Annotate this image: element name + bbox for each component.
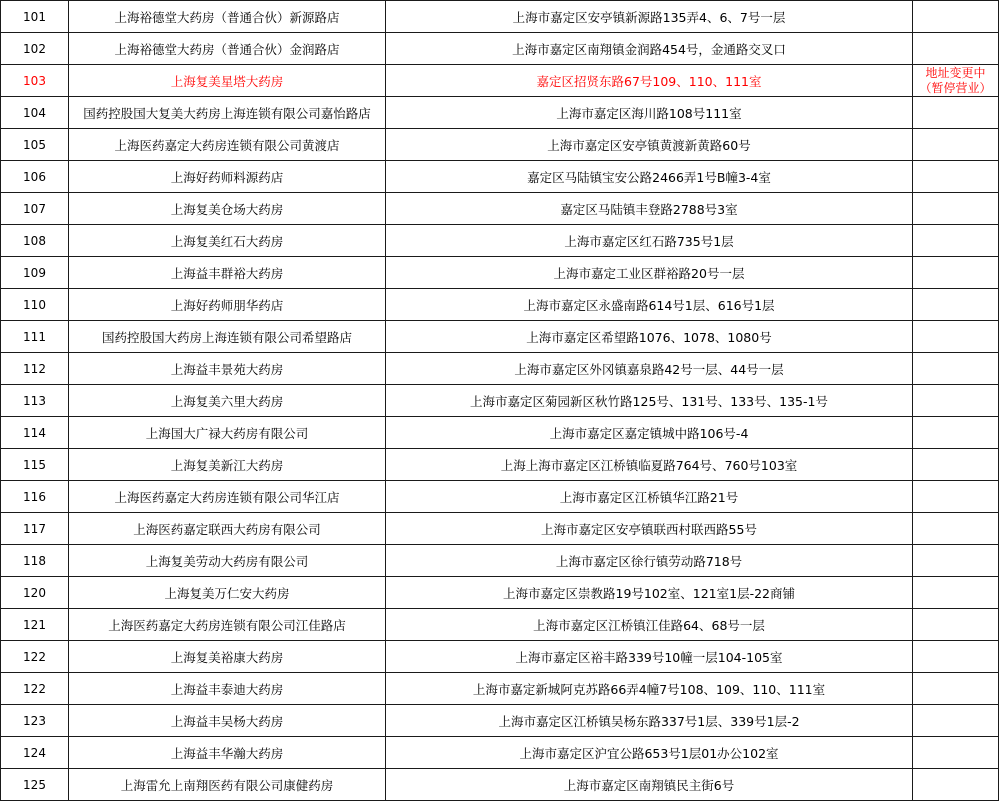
remark	[913, 513, 999, 545]
row-number: 109	[1, 257, 69, 289]
row-number: 116	[1, 481, 69, 513]
pharmacy-name: 上海复美仓场大药房	[69, 193, 386, 225]
pharmacy-name: 上海医药嘉定大药房连锁有限公司黄渡店	[69, 129, 386, 161]
table-row	[1, 481, 999, 513]
pharmacy-address: 上海市嘉定区嘉定镇城中路106号-4	[386, 417, 913, 449]
remark	[913, 353, 999, 385]
pharmacy-address: 上海市嘉定区永盛南路614号1层、616号1层	[386, 289, 913, 321]
pharmacy-name: 国药控股国大复美大药房上海连锁有限公司嘉怡路店	[69, 97, 386, 129]
remark	[913, 577, 999, 609]
table-row	[1, 545, 999, 577]
table-row	[1, 33, 999, 65]
remark	[913, 257, 999, 289]
pharmacy-name: 上海好药师料源药店	[69, 161, 386, 193]
row-number: 101	[1, 1, 69, 33]
pharmacy-name: 上海复美劳动大药房有限公司	[69, 545, 386, 577]
table-row	[1, 65, 999, 97]
remark	[913, 321, 999, 353]
table-row	[1, 289, 999, 321]
pharmacy-address: 上海市嘉定区崇教路19号102室、121室1层-22商铺	[386, 577, 913, 609]
remark	[913, 129, 999, 161]
pharmacy-name: 上海益丰景苑大药房	[69, 353, 386, 385]
remark	[913, 33, 999, 65]
pharmacy-address: 上海市嘉定新城阿克苏路66弄4幢7号108、109、110、111室	[386, 673, 913, 705]
remark	[913, 449, 999, 481]
table-row	[1, 513, 999, 545]
table-row	[1, 609, 999, 641]
row-number: 107	[1, 193, 69, 225]
pharmacy-address: 上海市嘉定区安亭镇联西村联西路55号	[386, 513, 913, 545]
row-number: 112	[1, 353, 69, 385]
pharmacy-address: 上海市嘉定区徐行镇劳动路718号	[386, 545, 913, 577]
row-number: 123	[1, 705, 69, 737]
pharmacy-address: 上海市嘉定区外冈镇嘉泉路42号一层、44号一层	[386, 353, 913, 385]
pharmacy-address: 上海市嘉定区希望路1076、1078、1080号	[386, 321, 913, 353]
pharmacy-address: 上海市嘉定区菊园新区秋竹路125号、131号、133号、135-1号	[386, 385, 913, 417]
remark	[913, 673, 999, 705]
pharmacy-name: 上海医药嘉定联西大药房有限公司	[69, 513, 386, 545]
remark	[913, 641, 999, 673]
pharmacy-name: 上海复美红石大药房	[69, 225, 386, 257]
row-number: 122	[1, 641, 69, 673]
remark	[913, 385, 999, 417]
row-number: 117	[1, 513, 69, 545]
table-row	[1, 353, 999, 385]
pharmacy-name: 上海复美六里大药房	[69, 385, 386, 417]
table-row	[1, 1, 999, 33]
pharmacy-address: 上海市嘉定区江桥镇华江路21号	[386, 481, 913, 513]
table-body	[1, 1, 999, 801]
pharmacy-address: 上海市嘉定区安亭镇新源路135弄4、6、7号一层	[386, 1, 913, 33]
remark	[913, 769, 999, 801]
remark	[913, 481, 999, 513]
table-row	[1, 193, 999, 225]
table-row	[1, 673, 999, 705]
remark	[913, 193, 999, 225]
row-number: 111	[1, 321, 69, 353]
table-row	[1, 97, 999, 129]
table-row	[1, 449, 999, 481]
table-row	[1, 225, 999, 257]
row-number: 118	[1, 545, 69, 577]
table-row	[1, 737, 999, 769]
pharmacy-name: 上海雷允上南翔医药有限公司康健药房	[69, 769, 386, 801]
pharmacy-name: 上海好药师朋华药店	[69, 289, 386, 321]
remark	[913, 609, 999, 641]
row-number: 105	[1, 129, 69, 161]
row-number: 121	[1, 609, 69, 641]
remark	[913, 545, 999, 577]
pharmacy-address: 上海市嘉定区江桥镇吴杨东路337号1层、339号1层-2	[386, 705, 913, 737]
row-number: 108	[1, 225, 69, 257]
pharmacy-name: 上海益丰泰迪大药房	[69, 673, 386, 705]
table-row	[1, 129, 999, 161]
pharmacy-name: 上海复美新江大药房	[69, 449, 386, 481]
pharmacy-address: 上海市嘉定区海川路108号111室	[386, 97, 913, 129]
pharmacy-name: 上海复美星塔大药房	[69, 65, 386, 97]
remark	[913, 289, 999, 321]
pharmacy-address: 上海上海市嘉定区江桥镇临夏路764号、760号103室	[386, 449, 913, 481]
table-row	[1, 321, 999, 353]
remark	[913, 1, 999, 33]
row-number: 122	[1, 673, 69, 705]
pharmacy-name: 上海益丰群裕大药房	[69, 257, 386, 289]
pharmacy-address: 上海市嘉定区沪宜公路653号1层01办公102室	[386, 737, 913, 769]
row-number: 124	[1, 737, 69, 769]
table-row	[1, 577, 999, 609]
pharmacy-address: 上海市嘉定区红石路735号1层	[386, 225, 913, 257]
table-row	[1, 769, 999, 801]
row-number: 113	[1, 385, 69, 417]
remark-line: （暂停营业）	[919, 80, 992, 95]
pharmacy-address: 上海市嘉定区南翔镇民主街6号	[386, 769, 913, 801]
pharmacy-name: 国药控股国大药房上海连锁有限公司希望路店	[69, 321, 386, 353]
table-row	[1, 417, 999, 449]
remark	[913, 417, 999, 449]
table-row	[1, 705, 999, 737]
pharmacy-name: 上海复美万仁安大药房	[69, 577, 386, 609]
pharmacy-name: 上海医药嘉定大药房连锁有限公司江佳路店	[69, 609, 386, 641]
remark	[913, 705, 999, 737]
pharmacy-address: 上海市嘉定区安亭镇黄渡新黄路60号	[386, 129, 913, 161]
pharmacy-address: 嘉定区招贤东路67号109、110、111室	[386, 65, 913, 97]
row-number: 120	[1, 577, 69, 609]
remark-line: 地址变更中	[925, 65, 986, 80]
row-number: 110	[1, 289, 69, 321]
remark	[913, 225, 999, 257]
row-number: 125	[1, 769, 69, 801]
pharmacy-address: 嘉定区马陆镇宝安公路2466弄1号B幢3-4室	[386, 161, 913, 193]
pharmacy-name: 上海复美裕康大药房	[69, 641, 386, 673]
remark	[913, 161, 999, 193]
row-number: 115	[1, 449, 69, 481]
remark	[913, 97, 999, 129]
row-number: 102	[1, 33, 69, 65]
remark	[913, 65, 999, 97]
row-number: 103	[1, 65, 69, 97]
pharmacy-name: 上海国大广禄大药房有限公司	[69, 417, 386, 449]
pharmacy-address: 上海市嘉定区裕丰路339号10幢一层104-105室	[386, 641, 913, 673]
pharmacy-address: 上海市嘉定工业区群裕路20号一层	[386, 257, 913, 289]
pharmacy-address: 上海市嘉定区江桥镇江佳路64、68号一层	[386, 609, 913, 641]
pharmacy-name: 上海裕德堂大药房（普通合伙）金润路店	[69, 33, 386, 65]
pharmacy-name: 上海益丰吴杨大药房	[69, 705, 386, 737]
row-number: 104	[1, 97, 69, 129]
row-number: 114	[1, 417, 69, 449]
pharmacy-name: 上海益丰华瀚大药房	[69, 737, 386, 769]
pharmacy-address: 上海市嘉定区南翔镇金润路454号，金通路交叉口	[386, 33, 913, 65]
row-number: 106	[1, 161, 69, 193]
table-row	[1, 257, 999, 289]
remark	[913, 737, 999, 769]
pharmacy-name: 上海医药嘉定大药房连锁有限公司华江店	[69, 481, 386, 513]
pharmacy-address: 嘉定区马陆镇丰登路2788号3室	[386, 193, 913, 225]
table-row	[1, 161, 999, 193]
table-row	[1, 385, 999, 417]
pharmacy-name: 上海裕德堂大药房（普通合伙）新源路店	[69, 1, 386, 33]
table-row	[1, 641, 999, 673]
